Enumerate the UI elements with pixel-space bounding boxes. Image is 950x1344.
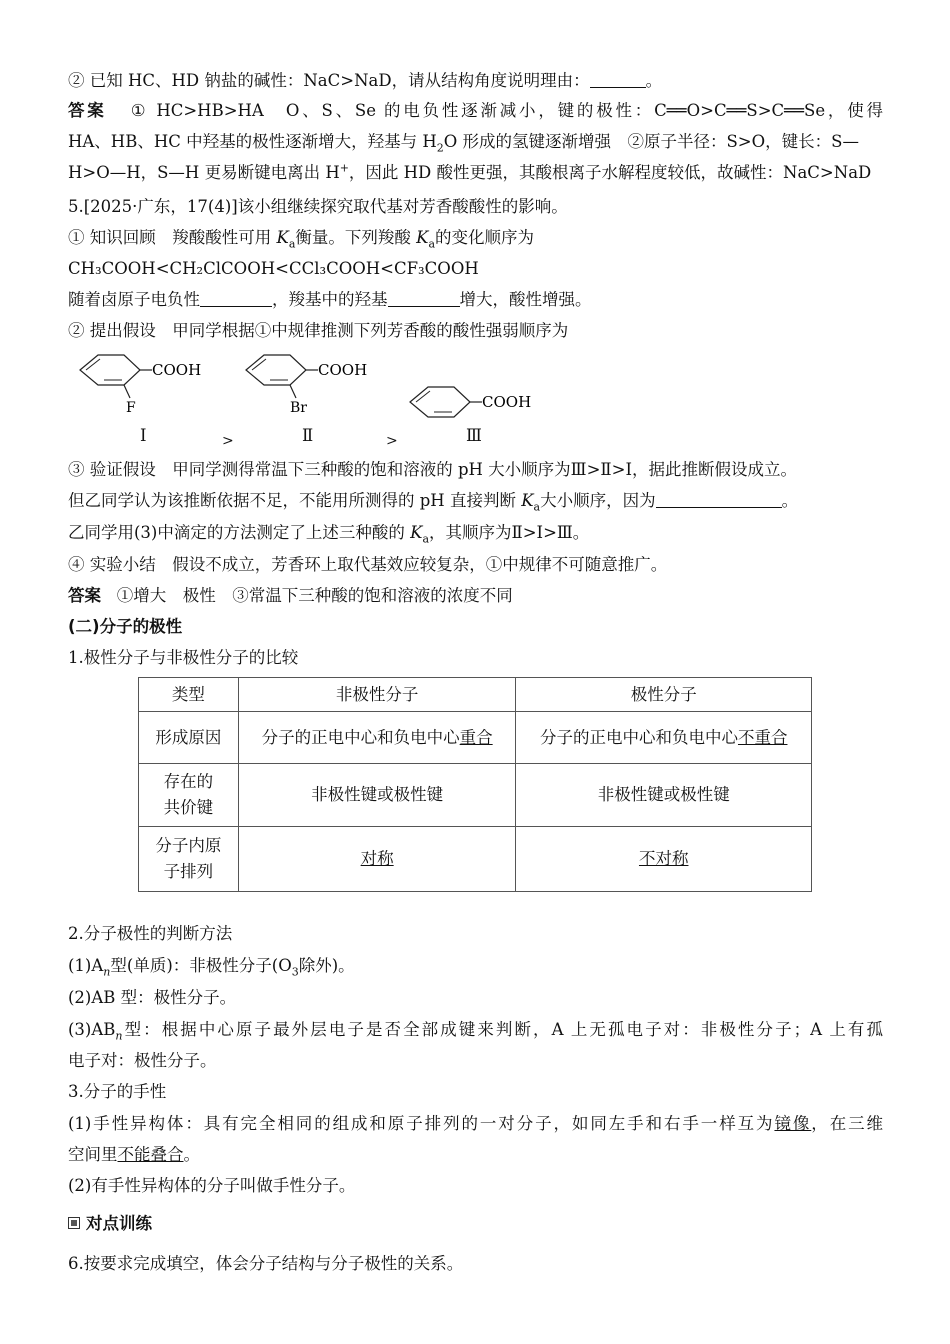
table-header: 非极性分子: [238, 678, 516, 712]
table-cell: 对称: [238, 827, 516, 892]
square-bullet-icon: [68, 1217, 80, 1229]
answer-blank: [200, 290, 272, 307]
rule-line-1: $(1)A_n$型(单质)：非极性分子($O_3$除外)。: [68, 956, 355, 979]
training-header: 对点训练: [68, 1213, 152, 1235]
verify-line-2: 但乙同学认为该推断依据不足，不能用所测得的 pH 直接判断 $K_a$大小顺序，因为 。: [68, 491, 799, 514]
table-cell: 形成原因: [139, 712, 239, 764]
subsection-title: 2.分子极性的判断方法: [68, 924, 233, 943]
cooh-label: COOH: [152, 361, 202, 379]
greater-than: >: [386, 433, 398, 449]
rule-line-3: $(3)AB_n$型：根据中心原子最外层电子是否全部成键来判断，A 上无孤电子对：非极性分子；A 上有孤: [68, 1020, 883, 1043]
subsection-title: 1.极性分子与非极性分子的比较: [68, 648, 299, 667]
table-row: [139, 712, 812, 764]
chiral-line-3: (2)有手性异构体的分子叫做手性分子。: [68, 1176, 356, 1195]
subsection-title: 3.分子的手性: [68, 1082, 167, 1101]
roman-label-2: Ⅱ: [302, 426, 314, 445]
answer-line-2: HA、HB、HC 中羟基的极性逐渐增大，羟基与 $H_2O$ 形成的氢键逐渐增强 ②原子半径：S>O，键长：S—: [68, 132, 859, 155]
question-text: ② 已知 HC、HD 钠盐的碱性：NaC>NaD，请从结构角度说明理由：: [68, 71, 590, 90]
cooh-label: COOH: [482, 393, 532, 411]
punct: 。: [645, 71, 663, 90]
answer-label: 答案: [68, 586, 101, 605]
chiral-line-2: 空间里不能叠合。: [68, 1145, 200, 1164]
roman-label-1: Ⅰ: [140, 426, 147, 445]
hypothesis-line: ② 提出假设 甲同学根据①中规律推测下列芳香酸的酸性强弱顺序为: [68, 321, 569, 340]
table-cell: 分子内原 子排列: [139, 827, 239, 892]
summary-line: ④ 实验小结 假设不成立，芳香环上取代基效应较复杂，①中规律不可随意推广。: [68, 555, 668, 574]
table-cell: 分子的正电中心和负电中心不重合: [516, 712, 812, 764]
question-5-head: 5.[2025·广东，17(4)]该小组继续探究取代基对芳香酸酸性的影响。: [68, 197, 568, 216]
table-row: [139, 764, 812, 827]
cooh-label: COOH: [318, 361, 368, 379]
molecule-2-bromobenzoic-acid: [240, 350, 390, 424]
answer-line-1: [68, 100, 883, 122]
substituent-label: F: [126, 400, 136, 416]
question-line: [68, 70, 662, 92]
answer-label: 答案: [68, 101, 107, 120]
substituent-label: Br: [290, 400, 307, 416]
molecule-benzoic-acid: [404, 382, 554, 431]
table-row: [139, 678, 812, 712]
knowledge-review: ① 知识回顾 羧酸酸性可用 $K_a$衡量。下列羧酸 $K_a$的变化顺序为: [68, 228, 535, 251]
table-row: [139, 827, 812, 892]
polarity-comparison-table: [138, 677, 812, 892]
table-cell: 不对称: [516, 827, 812, 892]
acid-order: CH₃COOH<CH₂ClCOOH<CCl₃COOH<CF₃COOH: [68, 259, 479, 278]
answer-blank: [388, 290, 460, 307]
table-cell: 非极性键或极性键: [516, 764, 812, 827]
section-title: (二)分子的极性: [68, 617, 183, 636]
answer-line-3: H>O—H，S—H 更易断键电离出 H+，因此 HD 酸性更强，其酸根离子水解程度较低，故碱性：NaC>NaD: [68, 161, 872, 182]
rule-line-2: (2)AB 型：极性分子。: [68, 988, 237, 1007]
question-6: 6.按要求完成填空，体会分子结构与分子极性的关系。: [68, 1254, 464, 1273]
greater-than: >: [222, 433, 234, 449]
fill-in-line: 随着卤原子电负性 ，羧基中的羟基 增大，酸性增强。: [68, 290, 592, 309]
table-cell: 存在的 共价键: [139, 764, 239, 827]
chiral-line-1: (1)手性异构体：具有完全相同的组成和原子排列的一对分子，如同左手和右手一样互为镜像，在三维: [68, 1114, 884, 1133]
answer-text: ① HC>HB>HA O、S、Se 的电负性逐渐减小，键的极性：C══O>C══S>C══Se，使得: [130, 101, 883, 120]
table-cell: 分子的正电中心和负电中心重合: [238, 712, 516, 764]
table-header: 类型: [139, 678, 239, 712]
verify-line-1: ③ 验证假设 甲同学测得常温下三种酸的饱和溶液的 pH 大小顺序为Ⅲ>Ⅱ>Ⅰ，据此推断假设成立。: [68, 460, 797, 479]
verify-line-3: 乙同学用(3)中滴定的方法测定了上述三种酸的 $K_a$，其顺序为Ⅱ>Ⅰ>Ⅲ。: [68, 523, 590, 546]
answer-blank: [590, 71, 646, 88]
answer-line: 答案 ①增大 极性 ③常温下三种酸的饱和溶液的浓度不同: [68, 586, 513, 605]
answer-blank: [656, 491, 782, 508]
rule-line-3-cont: 电子对：极性分子。: [68, 1051, 217, 1070]
table-cell: 非极性键或极性键: [238, 764, 516, 827]
table-header: 极性分子: [516, 678, 812, 712]
roman-label-3: Ⅲ: [466, 426, 482, 445]
molecule-2-fluorobenzoic-acid: [74, 350, 224, 424]
